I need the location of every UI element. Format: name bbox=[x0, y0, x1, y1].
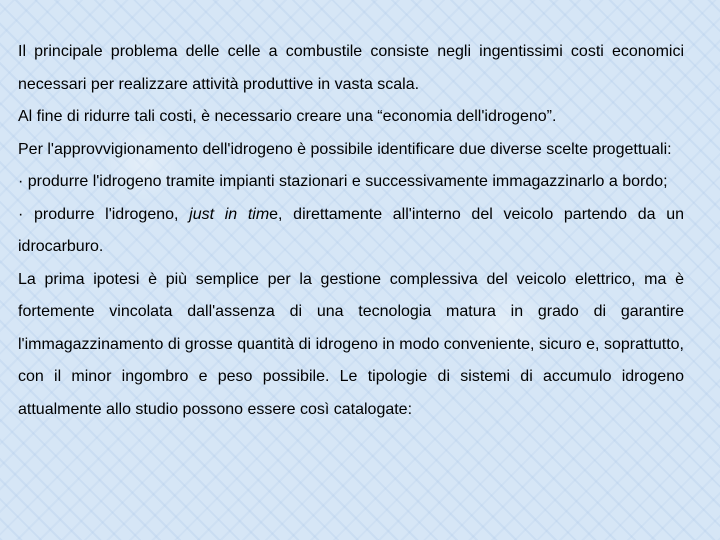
bullet-onboard-emphasis: just in tim bbox=[189, 205, 270, 223]
bullet-onboard-production bbox=[18, 199, 684, 264]
bullet-stationary-production: · produrre l'idrogeno tramite impianti stazionari e successivamente immagazzinarlo a bordo; bbox=[18, 173, 668, 190]
paragraph-hydrogen-economy: Al fine di ridurre tali costi, è necessario creare una “economia dell'idrogeno”. bbox=[18, 108, 557, 125]
bullet-onboard-text-after: e, direttamente all'interno del veicolo partendo da un idrocarburo. bbox=[18, 205, 685, 255]
slide-body bbox=[18, 36, 684, 426]
paragraph-first-hypothesis: La prima ipotesi è più semplice per la gestione complessiva del veicolo elettrico, ma è fortemente vincolata dall'assenza di una tecnologia matura in grado di garantire l'immagazzinamento di grosse quantità di idrogeno in modo conveniente, sicuro e, soprattutto, con il minor ingombro e peso possibile. Le tipologie di sistemi di accumulo idrogeno attualmente allo studio possono essere così catalogate: bbox=[18, 270, 684, 418]
paragraph-problem: Il principale problema delle celle a combustile consiste negli ingentissimi costi economici necessari per realizzare attività produttive in vasta scala. bbox=[18, 43, 684, 93]
bullet-onboard-text-before: · produrre l'idrogeno, bbox=[18, 205, 190, 223]
paragraph-supply-choices: Per l'approvvigionamento dell'idrogeno è possibile identificare due diverse scelte progettuali: bbox=[18, 140, 672, 158]
